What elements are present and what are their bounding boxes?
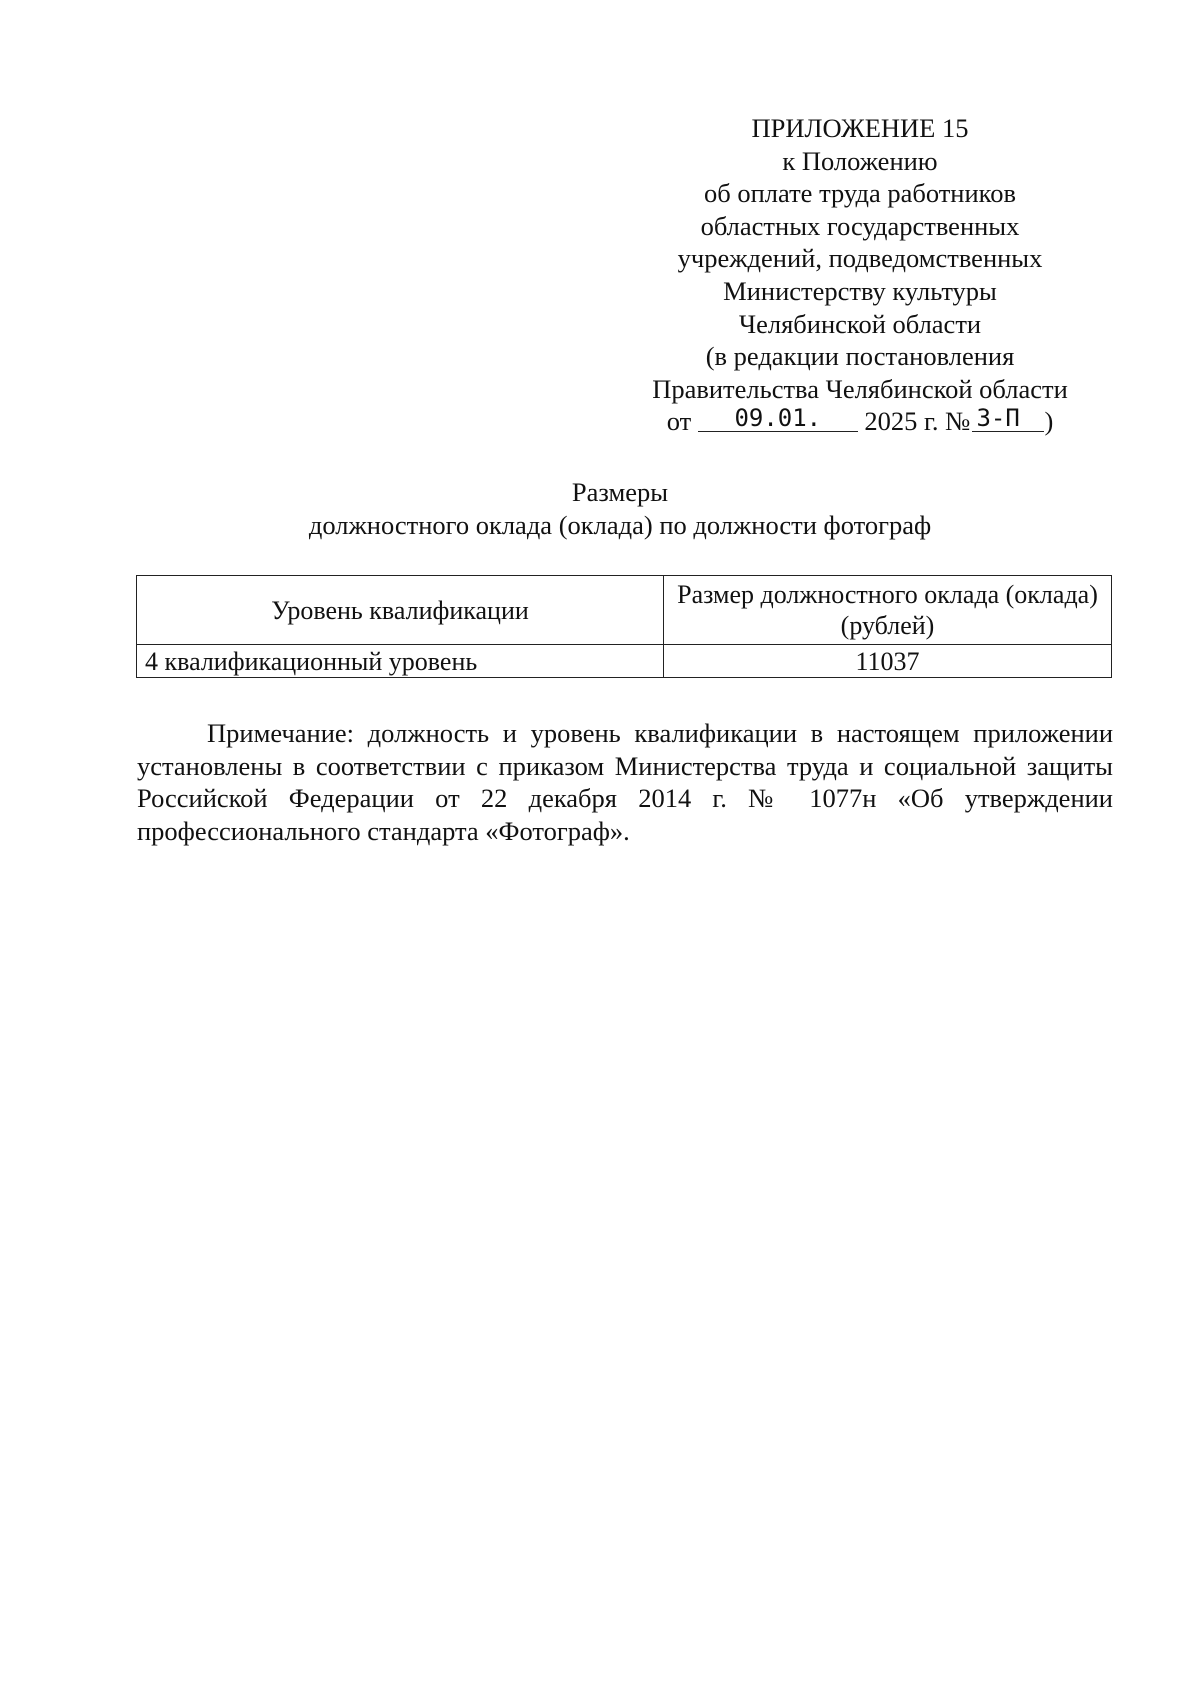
salary-table [136, 575, 1112, 678]
salary-amount-cell: 11037 [664, 645, 1112, 678]
column-header-qualification: Уровень квалификации [137, 576, 664, 645]
closing-paren: ) [1044, 406, 1054, 437]
appendix-line: (в редакции постановления [705, 341, 1015, 372]
qualification-level-cell: 4 квалификационный уровень [137, 645, 664, 678]
appendix-line: Челябинской области [738, 308, 982, 339]
table-row [137, 645, 1112, 678]
appendix-header [600, 112, 1120, 438]
appendix-line: Министерству культуры [723, 275, 997, 306]
resolution-year: 2025 г. № [864, 406, 971, 437]
appendix-line: учреждений, подведомственных [677, 243, 1043, 274]
table-header-row [137, 576, 1112, 645]
appendix-line: к Положению [782, 145, 938, 176]
title-line-2: должностного оклада (оклада) по должности фотограф [308, 510, 932, 540]
resolution-number: 3-П [972, 405, 1044, 432]
title-line-1: Размеры [571, 477, 669, 507]
resolution-date-line [600, 405, 1120, 438]
note-paragraph: Примечание: должность и уровень квалификации в настоящем приложении установлены в соответствии с приказом Министерства труда и социальной защиты Российской Федерации от 22 декабря 2014 г. № 1077н «Об утверждении профессионального стандарта «Фотограф». [137, 718, 1113, 846]
appendix-line: областных государственных [700, 210, 1020, 241]
appendix-title: ПРИЛОЖЕНИЕ 15 [751, 113, 969, 143]
date-prefix: от [666, 406, 692, 437]
appendix-line: об оплате труда работников [704, 178, 1016, 209]
resolution-date: 09.01. [698, 405, 858, 432]
appendix-line: Правительства Челябинской области [652, 373, 1068, 404]
column-header-salary: Размер должностного оклада (оклада) (рублей) [664, 576, 1112, 645]
document-title [120, 476, 1120, 542]
